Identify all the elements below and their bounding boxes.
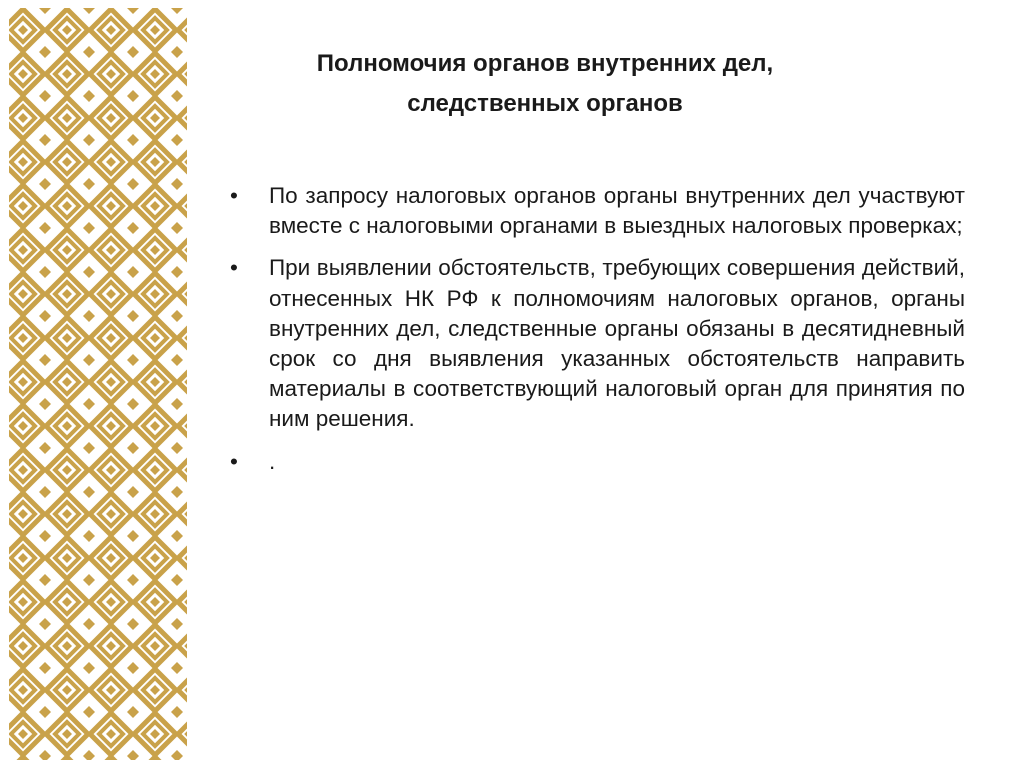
bullet-text-1: По запросу налоговых органов органы внутренних дел участвуют вместе с налоговыми органами в выездных налоговых проверках;: [269, 183, 965, 239]
bullet-dot-icon: •: [230, 183, 238, 208]
bullet-text-2: При выявлении обстоятельств, требующих совершения действий, отнесенных НК РФ к полномочиям налоговых органов, органы внутренних дел, следственные органы обязаны в десятидневный срок со дня выявления указанных обстоятельств направить материалы в соответствующий налоговый орган для принятия по ним решения.: [269, 255, 965, 432]
bullet-item-1: [230, 181, 965, 241]
gold-diamond-pattern-icon: [9, 8, 187, 760]
bullet-dot-icon: •: [230, 255, 238, 281]
bullet-list: [230, 181, 965, 477]
bullet-dot-icon: •: [230, 448, 238, 474]
bullet-item-3: [230, 447, 965, 477]
slide-title: [250, 44, 840, 124]
slide-title-line-1: Полномочия органов внутренних дел,: [316, 50, 774, 77]
bullet-item-2: [230, 253, 965, 434]
slide-title-line-2: следственных органов: [407, 90, 683, 117]
bullet-text-3: .: [269, 448, 276, 474]
